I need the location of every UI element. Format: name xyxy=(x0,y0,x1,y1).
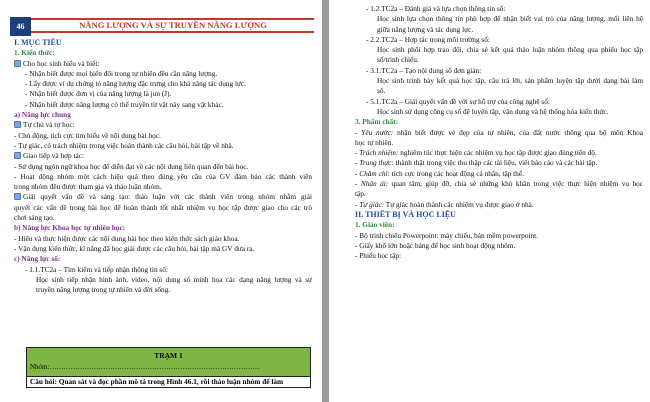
text-line: Học sinh sử dụng công cụ số để luyện tập, vận dụng và hệ thống hóa kiến thức. xyxy=(377,106,609,116)
text-line: Học sinh lựa chọn thông tin phù hợp để nhận biết vai trò của năng lượng, mối liên hệ xyxy=(377,14,643,24)
text-line xyxy=(355,128,643,138)
text-line: chơi sáng tạo. xyxy=(14,213,55,223)
text-line xyxy=(355,148,643,158)
document-page-right xyxy=(329,0,650,402)
text-line: - Chủ động, tích cực tìm hiểu về nội dung bài học. xyxy=(14,130,161,140)
text-line: - Phiếu học tập: xyxy=(355,251,402,261)
text-line: - Hiểu và thực hiện được các nội dung bài học theo kiến thức sách giáo khoa. xyxy=(14,233,240,243)
text-line: 1. Giáo viên: xyxy=(355,220,395,230)
quality-text: Tự giác hoàn thành các nhiệm vụ được giao ở nhà. xyxy=(384,199,534,209)
quality-text: nhận biết được vẻ đẹp của tự nhiên, của đất nước thông qua bộ môn Khoa xyxy=(393,127,643,137)
text-line xyxy=(14,120,312,130)
document-page-left xyxy=(0,0,322,402)
text-line: số. xyxy=(377,86,386,96)
text-line xyxy=(355,200,643,210)
worksheet-table xyxy=(26,347,311,388)
checkbox-bullet-icon xyxy=(14,60,21,67)
text-line: c) Năng lực số: xyxy=(14,254,61,264)
text-line: - Bộ trình chiếu Powerpoint: máy chiếu, bản mềm powerpoint. xyxy=(355,230,538,240)
text-line-content: Tự chủ và tự học: xyxy=(23,120,75,130)
text-line xyxy=(355,169,643,179)
text-line: - Sử dụng ngôn ngữ khoa học để diễn đạt về các nội dung liên quan đến bài học. xyxy=(14,161,249,171)
text-line: - Vận dụng kiến thức, kĩ năng đã học giải được các câu hỏi, bài tập mà GV đưa ra. xyxy=(14,243,255,253)
quality-label: - Nhân ái: xyxy=(355,179,389,189)
worksheet-title: TRẠM 1 xyxy=(154,351,183,360)
text-line: 1. Kiến thức: xyxy=(14,48,55,58)
quality-label: - Trách nhiệm: xyxy=(355,148,399,158)
text-line: b) Năng lực Khoa học tự nhiên học: xyxy=(14,223,126,233)
page-gap xyxy=(322,0,329,402)
checkbox-bullet-icon xyxy=(14,193,21,200)
text-line: truyền năng lượng trong tự nhiên và đời sống. xyxy=(36,285,171,295)
text-line: - Hoạt động nhóm một cách hiệu quả theo đúng yêu cầu của GV đảm bảo các thành viên xyxy=(14,171,312,181)
text-line xyxy=(14,59,312,69)
worksheet-question: Câu hỏi: Quan sát và đọc phần mô tả trong Hình 46.1, rồi thảo luận nhóm để làm xyxy=(30,377,284,386)
checkbox-bullet-icon xyxy=(14,152,21,159)
text-line: a) Năng lực chung xyxy=(14,110,71,120)
text-line: Học sinh tiếp nhận hình ảnh, video, nội dung số minh họa các dạng năng lượng và sự xyxy=(36,274,312,284)
text-line: 3. Phẩm chất: xyxy=(355,117,399,127)
lesson-banner xyxy=(10,18,314,33)
text-line xyxy=(14,151,312,161)
quality-text: thành thật trong việc thu thập các tài liệu, viết báo cáo và các bài tập. xyxy=(393,158,598,168)
text-line: - 5.1.TC2a – Giải quyết vấn đề với sự hỗ trợ của công nghệ số: xyxy=(366,96,550,106)
text-line-content: Giải quyết vấn đề và sáng tạo: thảo luận với các thành viên trong nhóm nhằm giải xyxy=(23,192,312,202)
text-line: - 2.2.TC2a – Hợp tác trong môi trường số: xyxy=(366,34,490,44)
text-line xyxy=(355,179,643,189)
text-line: - Nhận biết được đơn vị của năng lượng là jun (J). xyxy=(25,89,172,99)
text-line: giữa năng lượng và tác dụng lực. xyxy=(377,24,474,34)
worksheet-group-field: Nhóm:……………………………………………………………………………… xyxy=(30,363,260,371)
text-line: tập. xyxy=(355,189,366,199)
text-line xyxy=(14,192,312,202)
text-line: - 1.1.TC2a – Tìm kiếm và tiếp nhận thông tin số: xyxy=(25,264,168,274)
text-line: trong nhóm đều được tham gia và thảo luận nhóm. xyxy=(14,182,162,192)
text-line: - Tự giác, có trách nhiệm trong việc hoàn thành các câu hỏi, bài tập về nhà. xyxy=(14,140,234,150)
text-line-content: Giao tiếp và hợp tác: xyxy=(23,151,84,161)
text-line: Học sinh trình bày kết quả học tập, câu trả lời, sản phẩm luyện tập dưới dạng bài làm xyxy=(377,76,643,86)
quality-label: - Chăm chỉ: xyxy=(355,168,390,178)
quality-label: - Trung thực: xyxy=(355,158,394,168)
text-line-content: Cho học sinh hiểu và biết: xyxy=(23,58,100,68)
text-line: II. THIẾT BỊ VÀ HỌC LIỆU xyxy=(355,209,456,219)
text-line: - Nhận biết được mọi biến đổi trong tự nhiên đều cần năng lượng. xyxy=(25,68,218,78)
lesson-title: NĂNG LƯỢNG VÀ SỰ TRUYỀN NĂNG LƯỢNG xyxy=(79,20,267,30)
text-line: học tự nhiên. xyxy=(355,137,394,147)
text-line xyxy=(355,158,643,168)
lesson-number-badge: 46 xyxy=(10,17,31,36)
quality-label: - Yêu nước: xyxy=(355,127,394,137)
text-line: - Giấy khổ lớn hoặc bảng để học sinh hoạt động nhóm. xyxy=(355,240,516,250)
text-line: - 1.2.TC2a – Đánh giá và lựa chọn thông tin số: xyxy=(366,4,506,13)
quality-text: tích cực trong các hoạt động cá nhân, tập thể. xyxy=(389,168,524,178)
text-line: - Lấy được ví dụ chứng tỏ năng lượng đặc trưng cho khả năng tác dụng lực. xyxy=(25,79,247,89)
right-page-text xyxy=(355,4,643,261)
text-line: Học sinh phối hợp trao đổi, chia sẻ kết quả thảo luận nhóm thông qua phiếu học tập xyxy=(377,45,643,55)
quality-text: quan tâm, giúp đỡ, chia sẻ những khó khăn trong việc thực hiện nhiệm vụ học xyxy=(388,179,643,189)
text-line: I. MỤC TIÊU xyxy=(14,38,62,47)
text-line: quyết các vấn đề trong bài học để hoàn thành tốt nhất nhiệm vụ học tập được giao cho các trò xyxy=(14,202,312,212)
worksheet-header xyxy=(27,348,310,377)
text-line: - 3.1.TC2a – Tạo nội dung số đơn giản: xyxy=(366,65,482,75)
quality-label: - Tự giác: xyxy=(355,199,385,209)
text-line: - Nhận biết được năng lượng có thể truyền từ vật này sang vật khác. xyxy=(25,99,224,109)
quality-text: nghiêm túc thực hiện các nhiệm vụ học tập được giao đúng tiến độ. xyxy=(398,148,597,158)
checkbox-bullet-icon xyxy=(14,121,21,128)
left-page-text xyxy=(14,38,312,295)
text-line: số/trình chiếu. xyxy=(377,55,419,65)
